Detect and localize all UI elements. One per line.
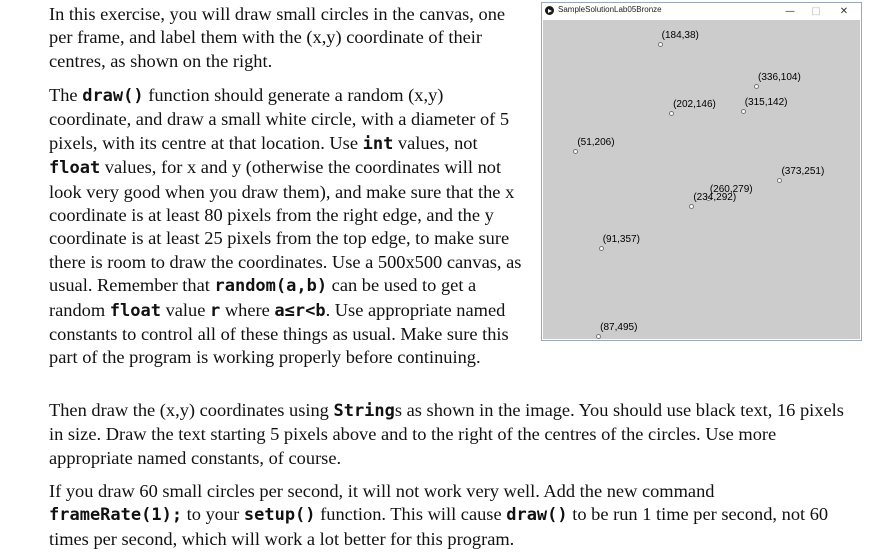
text-run: . Use appropriate named constants to control all of these things as usual. Make sure this part of the program is working properly before continuing. [49, 299, 509, 368]
point-circle [658, 42, 663, 47]
point-circle [573, 149, 578, 154]
point-label: (373,251) [781, 166, 825, 178]
point-circle [754, 84, 759, 89]
point-label: (91,357) [602, 233, 640, 245]
text-run: value [160, 299, 210, 320]
text-run: function. This will cause [315, 504, 507, 525]
code-draw: draw() [82, 86, 144, 106]
text-run: values, not [393, 132, 478, 153]
sketch-canvas[interactable] [543, 20, 860, 339]
point-circle [596, 334, 601, 339]
draw-instructions-paragraph [49, 84, 529, 370]
point-label: (202,146) [673, 99, 716, 111]
text-run: s as shown in the image. You should use black text, 16 pixels in size. Draw the text starting 5 pixels above and to the right of the centres of the circles. Use more appropriate named constants, of course. [49, 400, 844, 468]
code-random: random(a,b) [214, 276, 328, 297]
text-run: where [220, 299, 275, 320]
point-circle [741, 109, 746, 114]
text-run: values, for x and y (otherwise the coordinates will not look very good when you draw them), and make sure that the x coordinate is at least 80 pixels from the right edge, and the y coordinate is at least 25 pixels from the top edge, to make sure there is room to draw the coordinates. Use a 500x500 canvas, as usual. Remember that [49, 157, 522, 296]
text-run: to be run 1 time per second, not 60 times per second, which will work a lot better for this program. [49, 504, 829, 549]
framerate-paragraph [49, 480, 849, 551]
minimize-button[interactable]: — [785, 6, 795, 17]
intro-paragraph: In this exercise, you will draw small circles in the canvas, one per frame, and label them with the (x,y) coordinate of their centres, as shown on the right. [49, 4, 506, 71]
window-titlebar[interactable] [542, 3, 861, 20]
text-run: Then draw the (x,y) coordinates using [49, 400, 334, 420]
point-label: (234,292) [693, 192, 737, 204]
point-label: (336,104) [758, 72, 801, 84]
code-setup: setup() [243, 505, 316, 526]
point-label: (315,142) [744, 96, 788, 108]
close-button[interactable]: ✕ [839, 6, 849, 17]
text-run: to your [182, 504, 244, 525]
sketch-window [541, 2, 862, 341]
code-string: String [333, 401, 395, 421]
point-label: (51,206) [577, 137, 615, 149]
text-run: The [49, 85, 83, 105]
code-range: a≤r<b [274, 300, 326, 321]
code-float: float [49, 158, 101, 179]
code-float: float [109, 300, 161, 321]
point-label: (87,495) [600, 321, 638, 333]
window-title: SampleSolutionLab05Bronze [558, 5, 662, 14]
text-run: can be used to get a random [49, 275, 477, 320]
text-run: function should generate a random (x,y) coordinate, and draw a small white circle, with a diameter of 5 pixels, with its centre at that location. Use [49, 85, 510, 153]
text-run: If you draw 60 small circles per second, it will not work very well. Add the new command [49, 481, 715, 501]
point-circle [777, 178, 782, 183]
point-circle [599, 246, 604, 251]
point-label: (184,38) [661, 30, 699, 42]
text-instructions-paragraph [49, 399, 849, 470]
processing-app-icon [545, 6, 554, 15]
code-int: int [362, 133, 394, 154]
code-draw: draw() [506, 505, 568, 526]
code-framerate: frameRate(1); [49, 505, 183, 526]
point-circle [669, 111, 674, 116]
point-label: (260,279) [709, 184, 753, 195]
maximize-button[interactable]: □ [811, 6, 821, 17]
code-r: r [210, 300, 221, 321]
point-circle [689, 204, 694, 209]
